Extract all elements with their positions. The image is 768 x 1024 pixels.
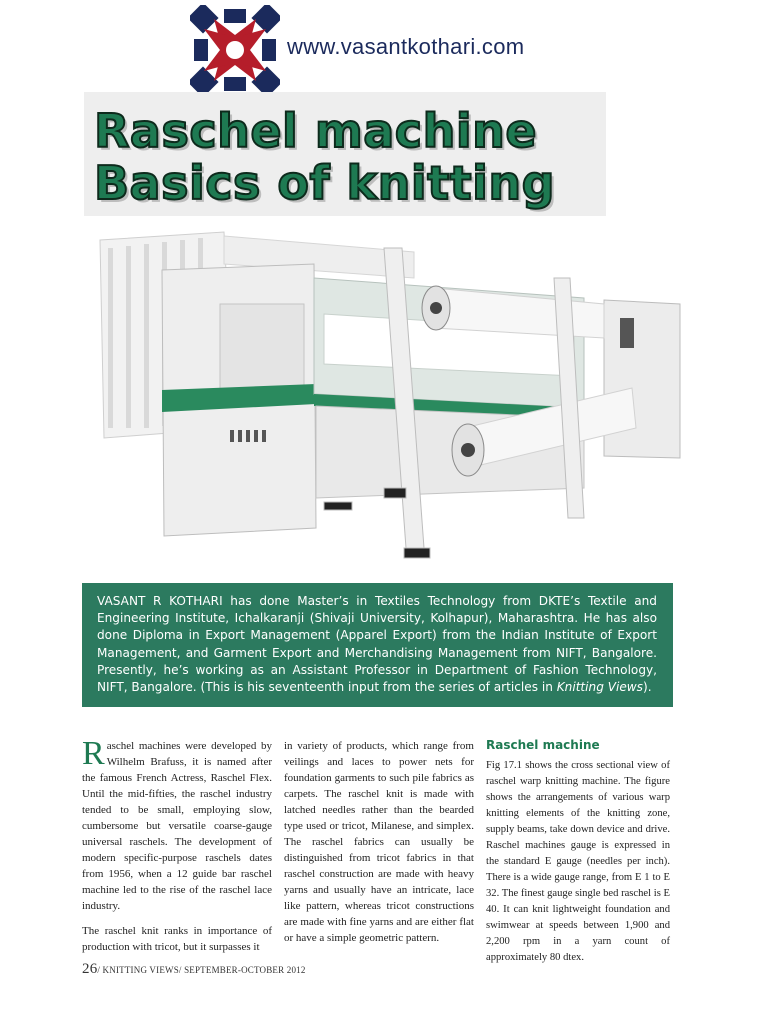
paragraph: in variety of products, which range from veilings and laces to power nets for foundation garments to such pile fabrics as carpets. The raschel knit is made with latched needles rather than the bearded type used or tricot, Milanese, and simplex. The raschel fabrics can usually be distinguished from tricot fabrics in that raschel construction are made with heavy yarns and usually have an intricate, lace like pattern, whereas tricot constructions are made with fine yarns and are either flat or have a simple geometric pattern. [284, 740, 474, 944]
page-number: 26 [82, 961, 98, 977]
article-title-line-1: Raschel machine [94, 104, 538, 158]
right-cabinet [604, 300, 680, 458]
website-url[interactable]: www.vasantkothari.com [287, 34, 525, 59]
author-bio-box [82, 583, 673, 707]
article-column-3 [486, 738, 670, 975]
article-column-1 [82, 735, 272, 964]
drop-cap: R [82, 735, 105, 772]
paragraph: The raschel knit ranks in importance of production with tricot, but it surpasses it [82, 925, 272, 953]
section-heading: Raschel machine [486, 738, 600, 752]
machine-cabinet [162, 264, 316, 536]
paragraph-text: aschel machines were developed by Wilhelm Brafuss, it is named after the famous French Actress, Raschel Flex. Until the mid-fifties, the raschel industry tended to be small, employing slow, cumbersome but versatile coarse-gauge universal raschels. The development of modern specific-purpose raschels dates from 1956, when a 12 guide bar raschel machine led to the rise of the raschel lace industry. [82, 740, 272, 912]
author-bio-text: VASANT R KOTHARI has done Master’s in Textiles Technology from DKTE’s Textile and Engineering Institute, Ichalkaranji (Shivaji University, Kolhapur), Maharashtra. He has also done Diploma in Export Management (Apparel Export) from the Indian Institute of Export Management, and Garment Export and Merchandising Management from NIFT, Bangalore. Presently, he’s working as an Assistant Professor in Department of Fashion Technology, NIFT, Bangalore. (This is his seventeenth input from the series of articles in [97, 594, 657, 695]
article-title-line-2: Basics of knitting [94, 156, 556, 210]
vasant-kothari-logo [190, 5, 280, 95]
author-bio-closing: ). [643, 680, 652, 695]
footer-text: / KNITTING VIEWS/ SEPTEMBER-OCTOBER 2012 [97, 965, 306, 975]
logo-center [226, 41, 244, 59]
paragraph: Fig 17.1 shows the cross sectional view of raschel warp knitting machine. The figure shows the arrangements of various warp knitting elements of the knitting zone, supply beams, take down device and drive. Raschel machines gauge is expressed in the standard E gauge (needles per inch). There is a wide gauge range, from E 1 to E 32. The finest gauge single bed raschel is E 40. It can knit lightweight foundation and swimwear at speeds between 1,900 and 2,200 rpm in a yarn count of approximately 80 dtex. [486, 760, 670, 963]
paragraph [82, 735, 272, 914]
raschel-machine-illustration [84, 218, 700, 580]
publication-name: Knitting Views [556, 680, 643, 695]
page-footer [82, 961, 306, 978]
article-column-2 [284, 738, 474, 955]
